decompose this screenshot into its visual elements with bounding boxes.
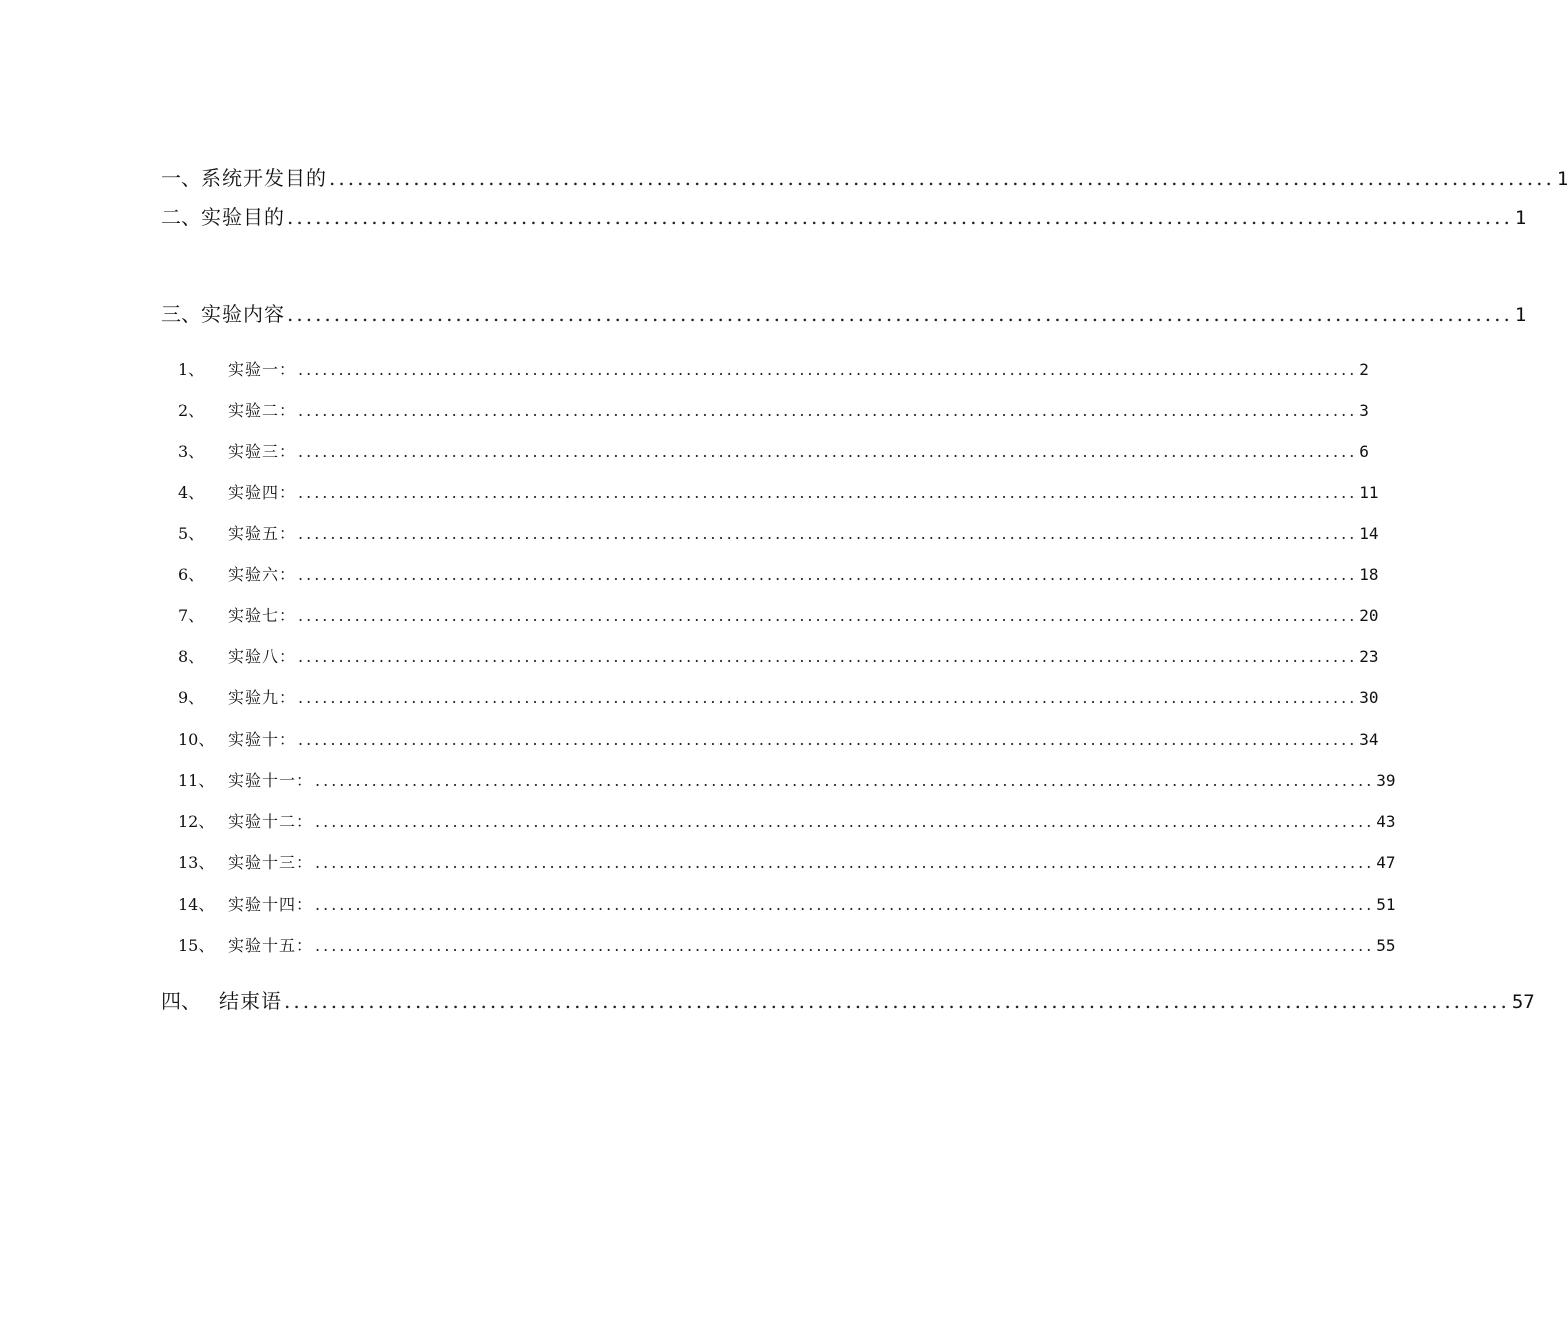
toc-entry-number: 5、 [178, 524, 205, 543]
toc-entry-title: 实验十四： [228, 895, 314, 914]
toc-entry-page-number: 1 [1556, 168, 1568, 190]
toc-entry-number: 9、 [178, 688, 205, 707]
toc-entry-page-number: 18 [1359, 565, 1379, 584]
toc-entry-number: 三、 [161, 302, 201, 326]
toc-entry-experiment-4[interactable] [178, 481, 1379, 505]
toc-entry-title: 实验十： [228, 730, 297, 749]
toc-dot-leader: ................................................................................................................................... [298, 730, 1358, 749]
toc-entry-page-number: 57 [1511, 991, 1535, 1013]
toc-dot-leader: ................................................................................................................................... [284, 989, 1510, 1013]
toc-entry-page-number: 20 [1359, 606, 1379, 625]
toc-dot-leader: ................................................................................................................................... [315, 936, 1375, 955]
toc-entry-experiment-14[interactable] [178, 893, 1396, 917]
toc-entry-page-number: 51 [1376, 895, 1396, 914]
toc-entry-experiment-5[interactable] [178, 522, 1379, 546]
toc-entry-experiment-3[interactable] [178, 440, 1369, 464]
toc-entry-page-number: 23 [1359, 647, 1379, 666]
toc-entry-experiment-12[interactable] [178, 810, 1396, 834]
toc-entry-title: 实验六： [228, 565, 297, 584]
toc-dot-leader: ................................................................................................................................... [298, 442, 1358, 461]
toc-entry-page-number: 3 [1359, 401, 1369, 420]
toc-entry-title: 实验四： [228, 483, 297, 502]
toc-entry-number: 2、 [178, 401, 205, 420]
toc-entry-title: 结束语 [219, 989, 282, 1013]
toc-entry-title: 实验五： [228, 524, 297, 543]
toc-dot-leader: ................................................................................................................................... [315, 812, 1375, 831]
toc-entry-page-number: 55 [1376, 936, 1396, 955]
toc-entry-page-number: 30 [1359, 688, 1379, 707]
toc-entry-page-number: 39 [1376, 771, 1396, 790]
toc-entry-page-number: 1 [1514, 207, 1527, 229]
toc-dot-leader: ................................................................................................................................... [298, 688, 1358, 707]
toc-dot-leader: ................................................................................................................................... [315, 853, 1375, 872]
toc-entry-number: 1、 [178, 360, 205, 379]
toc-entry-number: 11、 [178, 771, 215, 790]
toc-dot-leader: ................................................................................................................................... [287, 302, 1513, 326]
toc-entry-title: 实验内容 [201, 302, 285, 326]
toc-entry-title: 实验二： [228, 401, 297, 420]
toc-dot-leader: ................................................................................................................................... [298, 483, 1358, 502]
toc-entry-number: 15、 [178, 936, 215, 955]
toc-entry-number: 13、 [178, 853, 215, 872]
toc-entry-experiment-purpose[interactable] [161, 203, 1527, 231]
toc-dot-leader: ................................................................................................................................... [298, 401, 1358, 420]
toc-entry-title: 实验七： [228, 606, 297, 625]
toc-entry-page-number: 6 [1359, 442, 1369, 461]
toc-entry-experiment-7[interactable] [178, 604, 1379, 628]
toc-entry-number: 12、 [178, 812, 215, 831]
toc-dot-leader: ................................................................................................................................... [298, 606, 1358, 625]
toc-entry-system-purpose[interactable] [161, 164, 1568, 192]
toc-entry-experiment-15[interactable] [178, 934, 1396, 958]
toc-entry-experiment-6[interactable] [178, 563, 1379, 587]
toc-entry-number: 10、 [178, 730, 215, 749]
toc-entry-title: 实验三： [228, 442, 297, 461]
toc-dot-leader: ................................................................................................................................... [329, 166, 1555, 190]
toc-entry-title: 实验一： [228, 360, 297, 379]
toc-entry-page-number: 43 [1376, 812, 1396, 831]
toc-dot-leader: ................................................................................................................................... [298, 565, 1358, 584]
toc-entry-experiment-8[interactable] [178, 645, 1379, 669]
toc-entry-page-number: 2 [1359, 360, 1369, 379]
toc-dot-leader: ................................................................................................................................... [287, 205, 1513, 229]
toc-dot-leader: ................................................................................................................................... [298, 524, 1358, 543]
toc-entry-page-number: 1 [1514, 304, 1527, 326]
toc-entry-experiment-13[interactable] [178, 851, 1396, 875]
toc-entry-number: 14、 [178, 895, 215, 914]
toc-entry-page-number: 47 [1376, 853, 1396, 872]
toc-entry-experiment-content[interactable] [161, 300, 1527, 328]
toc-entry-title: 实验十三： [228, 853, 314, 872]
toc-entry-number: 8、 [178, 647, 205, 666]
toc-dot-leader: ................................................................................................................................... [315, 771, 1375, 790]
toc-entry-experiment-9[interactable] [178, 686, 1379, 710]
toc-entry-title: 系统开发目的 [201, 166, 327, 190]
toc-entry-number: 7、 [178, 606, 205, 625]
toc-entry-number: 3、 [178, 442, 205, 461]
toc-entry-title: 实验十五： [228, 936, 314, 955]
toc-entry-experiment-11[interactable] [178, 769, 1396, 793]
toc-entry-page-number: 11 [1359, 483, 1379, 502]
toc-entry-title: 实验十一： [228, 771, 314, 790]
toc-entry-title: 实验八： [228, 647, 297, 666]
toc-dot-leader: ................................................................................................................................... [298, 360, 1358, 379]
toc-entry-experiment-1[interactable] [178, 358, 1369, 382]
toc-entry-title: 实验九： [228, 688, 297, 707]
toc-dot-leader: ................................................................................................................................... [298, 647, 1358, 666]
toc-entry-conclusion[interactable] [161, 987, 1535, 1015]
toc-dot-leader: ................................................................................................................................... [315, 895, 1375, 914]
toc-entry-number: 6、 [178, 565, 205, 584]
toc-entry-page-number: 34 [1359, 730, 1379, 749]
toc-entry-experiment-10[interactable] [178, 728, 1379, 752]
toc-entry-number: 4、 [178, 483, 205, 502]
toc-entry-experiment-2[interactable] [178, 399, 1369, 423]
toc-entry-title: 实验目的 [201, 205, 285, 229]
toc-entry-number: 四、 [161, 989, 201, 1013]
toc-entry-number: 二、 [161, 205, 201, 229]
toc-entry-title: 实验十二： [228, 812, 314, 831]
toc-entry-number: 一、 [161, 166, 201, 190]
toc-entry-page-number: 14 [1359, 524, 1379, 543]
